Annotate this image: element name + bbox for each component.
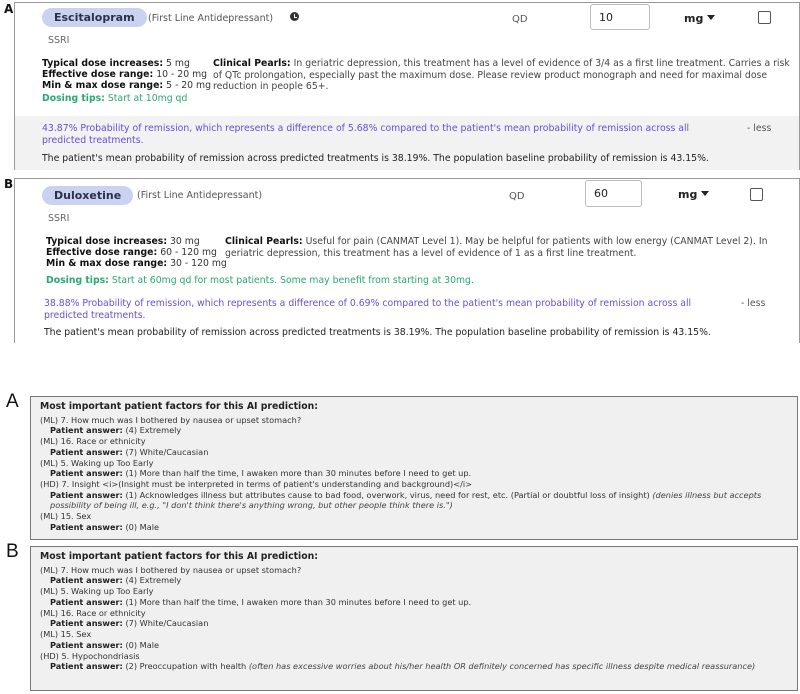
answer-label: Patient answer: bbox=[50, 575, 123, 585]
patient-factors-box-b bbox=[30, 546, 798, 691]
factor-question: (ML) 15. Sex bbox=[40, 629, 92, 639]
patient-factors-box-a bbox=[30, 396, 798, 540]
minmax-dose-value: 30 - 120 mg bbox=[170, 258, 227, 269]
answer-note: (denies illness but accepts possibility of being ill, e.g., "I don't think there's anything wrong, but other people think there is.") bbox=[50, 489, 762, 510]
caret-down-icon bbox=[701, 191, 709, 196]
frequency-label: QD bbox=[512, 14, 528, 25]
panel-label-b-bottom: B bbox=[6, 541, 19, 562]
answer-text: (0) Male bbox=[125, 521, 160, 532]
factors-list bbox=[40, 414, 789, 532]
drug-class: SSRI bbox=[48, 213, 70, 224]
minmax-dose-label: Min & max dose range: bbox=[46, 258, 168, 269]
collapse-less-link[interactable]: - less bbox=[741, 298, 766, 309]
answer-text: (1) More than half the time, I awaken more than 30 minutes before I need to get up. bbox=[125, 596, 472, 607]
typical-dose-label: Typical dose increases: bbox=[42, 58, 164, 69]
clinical-pearls bbox=[225, 236, 785, 259]
factor-answer bbox=[40, 661, 789, 672]
effective-dose-value: 60 - 120 mg bbox=[160, 247, 217, 258]
clinical-pearls-text: In geriatric depression, this treatment has a level of evidence of 3/4 as a first line treatment. Carries a risk of QTc prolongation, especially past the maximum dose. Please review product monograph and need for maximal dose reduction in people 65+. bbox=[213, 58, 790, 92]
drug-name-pill[interactable]: Duloxetine bbox=[42, 186, 133, 205]
dosing-tips-value: Start at 10mg qd bbox=[107, 93, 188, 104]
factor-answer bbox=[40, 575, 789, 586]
clinical-pearls-text: Useful for pain (CANMAT Level 1). May be helpful for patients with low energy (CANMAT Level 2). In geriatric depression, this treatment has a level of evidence of 1 as a first line treatment. bbox=[225, 236, 768, 259]
factor-answer bbox=[40, 618, 789, 629]
drug-class: SSRI bbox=[48, 35, 70, 46]
drug-category: (First Line Antidepressant) bbox=[148, 13, 274, 24]
factors-title: Most important patient factors for this AI prediction: bbox=[40, 551, 318, 562]
unit-dropdown-label: mg bbox=[678, 188, 698, 201]
dosing-tips bbox=[42, 93, 187, 104]
factor-question: (HD) 5. Hypochondriasis bbox=[40, 650, 140, 661]
answer-label: Patient answer: bbox=[50, 521, 123, 532]
panel-label-a-bottom: A bbox=[6, 391, 19, 412]
answer-text: (1) Acknowledges illness but attributes cause to bad food, overwork, virus, need for rest, etc. (Partial or doubtful loss of insight) bbox=[125, 489, 650, 500]
remission-panel bbox=[15, 116, 799, 170]
treatment-card-duloxetine bbox=[14, 178, 800, 343]
answer-label: Patient answer: bbox=[50, 425, 123, 435]
answer-label: Patient answer: bbox=[50, 639, 123, 650]
factor-answer bbox=[40, 425, 789, 436]
answer-text: (4) Extremely bbox=[125, 575, 182, 585]
clinical-pearls bbox=[213, 58, 793, 93]
answer-text: (0) Male bbox=[125, 639, 160, 650]
factor-question: (ML) 16. Race or ethnicity bbox=[40, 436, 146, 446]
treatment-card-escitalopram bbox=[14, 2, 800, 170]
answer-text: (4) Extremely bbox=[125, 425, 182, 435]
dose-input[interactable] bbox=[590, 4, 650, 30]
answer-label: Patient answer: bbox=[50, 618, 123, 628]
factor-question: (HD) 7. Insight <i>(Insight must be interpreted in terms of patient's understanding and background)</i> bbox=[40, 479, 472, 489]
effective-dose-label: Effective dose range: bbox=[42, 69, 154, 80]
answer-text: (7) White/Caucasian bbox=[125, 618, 209, 628]
factor-answer bbox=[40, 447, 789, 458]
answer-label: Patient answer: bbox=[50, 489, 123, 500]
answer-note: (often has excessive worries about his/her health OR definitely concerned has specific illness despite medical reassurance) bbox=[248, 661, 756, 671]
dosing-tips-value: Start at 60mg qd for most patients. Some may benefit from starting at 30mg. bbox=[111, 275, 474, 286]
select-checkbox[interactable] bbox=[750, 188, 763, 201]
panel-label-a-top: A bbox=[4, 2, 14, 16]
factors-list bbox=[40, 564, 789, 672]
dosing-tips-label: Dosing tips: bbox=[46, 275, 109, 286]
factor-answer bbox=[40, 522, 789, 533]
answer-text: (2) Preoccupation with health bbox=[125, 661, 247, 671]
collapse-less-link[interactable]: - less bbox=[747, 123, 772, 134]
caret-down-icon bbox=[707, 15, 715, 20]
remission-probability: 43.87% Probability of remission, which represents a difference of 5.68% compared to the patient's mean probability of remission across all predicted treatments. bbox=[42, 123, 690, 146]
drug-name-pill[interactable]: Escitalopram bbox=[42, 8, 147, 27]
factor-question: (ML) 7. How much was I bothered by nausea or upset stomach? bbox=[40, 564, 302, 575]
answer-label: Patient answer: bbox=[50, 596, 123, 607]
unit-dropdown[interactable] bbox=[684, 12, 715, 25]
factor-question: (ML) 16. Race or ethnicity bbox=[40, 607, 146, 618]
factor-question: (ML) 7. How much was I bothered by nausea or upset stomach? bbox=[40, 414, 302, 425]
typical-dose-value: 5 mg bbox=[166, 58, 190, 69]
mean-probability-text: The patient's mean probability of remission across predicted treatments is 38.19%. The population baseline probability of remission is 43.15%. bbox=[44, 327, 711, 338]
minmax-dose-label: Min & max dose range: bbox=[42, 80, 164, 91]
minmax-dose-value: 5 - 20 mg bbox=[166, 80, 212, 91]
factor-answer bbox=[40, 490, 789, 511]
factors-title: Most important patient factors for this AI prediction: bbox=[40, 401, 318, 412]
clock-icon bbox=[290, 12, 299, 21]
dose-input[interactable] bbox=[585, 180, 642, 207]
remission-probability: 38.88% Probability of remission, which represents a difference of 0.69% compared to the patient's mean probability of remission across all predicted treatments. bbox=[44, 298, 692, 321]
clinical-pearls-label: Clinical Pearls: bbox=[213, 58, 291, 69]
answer-text: (7) White/Caucasian bbox=[125, 446, 209, 457]
dosing-tips-label: Dosing tips: bbox=[42, 93, 105, 104]
typical-dose-value: 30 mg bbox=[170, 236, 200, 247]
factor-question: (ML) 5. Waking up Too Early bbox=[40, 586, 154, 596]
dosing-tips bbox=[46, 275, 474, 286]
answer-label: Patient answer: bbox=[50, 661, 123, 671]
factor-answer bbox=[40, 468, 789, 479]
drug-category: (First Line Antidepressant) bbox=[137, 190, 263, 201]
answer-label: Patient answer: bbox=[50, 468, 123, 478]
answer-label: Patient answer: bbox=[50, 446, 123, 457]
panel-label-b-top: B bbox=[4, 177, 14, 191]
unit-dropdown[interactable] bbox=[678, 188, 709, 201]
dose-info bbox=[46, 236, 227, 269]
typical-dose-label: Typical dose increases: bbox=[46, 236, 168, 247]
factor-answer bbox=[40, 640, 789, 651]
effective-dose-value: 10 - 20 mg bbox=[156, 69, 208, 80]
remission-panel bbox=[15, 291, 799, 343]
factor-answer bbox=[40, 597, 789, 608]
effective-dose-label: Effective dose range: bbox=[46, 247, 158, 258]
factor-question: (ML) 15. Sex bbox=[40, 511, 92, 521]
dose-info bbox=[42, 58, 211, 91]
unit-dropdown-label: mg bbox=[684, 12, 704, 25]
factor-question: (ML) 5. Waking up Too Early bbox=[40, 457, 154, 468]
clinical-pearls-label: Clinical Pearls: bbox=[225, 236, 303, 247]
mean-probability-text: The patient's mean probability of remission across predicted treatments is 38.19%. The population baseline probability of remission is 43.15%. bbox=[42, 153, 709, 164]
frequency-label: QD bbox=[509, 191, 525, 202]
answer-text: (1) More than half the time, I awaken more than 30 minutes before I need to get up. bbox=[125, 468, 472, 478]
select-checkbox[interactable] bbox=[758, 11, 771, 24]
